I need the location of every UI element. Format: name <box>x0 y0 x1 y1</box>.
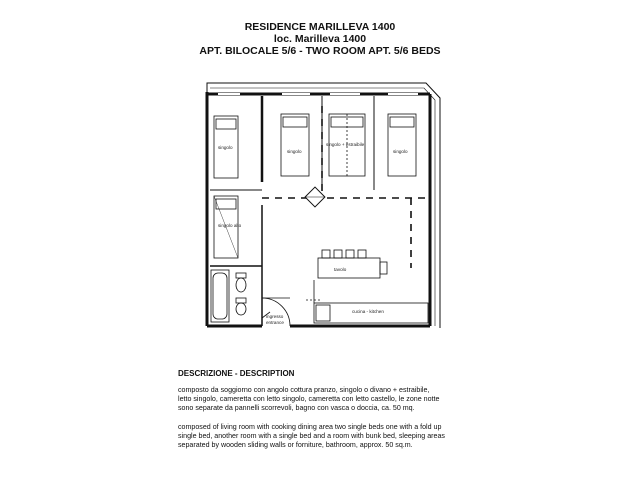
label-bed-2: singolo <box>287 149 302 154</box>
title-line-1: RESIDENCE MARILLEVA 1400 <box>244 21 396 33</box>
title-line-3: APT. BILOCALE 5/6 - TWO ROOM APT. 5/6 BEDS <box>199 45 441 57</box>
label-kitchen: cucina - kitchen <box>352 309 384 314</box>
label-table: tavolo <box>334 267 347 272</box>
description-en-1: composed of living room with cooking dining area two single beds one with a fold up <box>178 423 442 431</box>
sliding-partitions <box>262 106 428 268</box>
label-bed-4: singolo <box>393 149 408 154</box>
label-entrance-en: entrance <box>266 320 284 325</box>
label-bunk: singolo alto <box>218 223 242 228</box>
label-bed-3: singolo + estraibile <box>326 142 365 147</box>
bed-room-4 <box>388 114 416 176</box>
interior-walls <box>210 96 374 326</box>
description-en-2: single bed, another room with a single bed and a room with bunk bed, sleeping areas <box>178 432 445 440</box>
bidet <box>236 273 246 292</box>
toilet <box>236 298 246 315</box>
dining-table <box>318 250 387 278</box>
label-entrance-it: ingresso <box>266 314 284 319</box>
description-heading: DESCRIZIONE - DESCRIPTION <box>178 369 295 378</box>
description-it-2: letto singolo, cameretta con letto singolo, cameretta con letto castello, le zone notte <box>178 395 440 403</box>
bed-room-2 <box>281 114 309 176</box>
kitchen-counter <box>306 280 428 323</box>
label-bed-1: singolo <box>218 145 233 150</box>
description-it-1: composto da soggiorno con angolo cottura pranzo, singolo o divano + estraibile, <box>178 386 430 394</box>
description-en-3: separated by wooden sliding walls or forniture, bathroom, approx. 50 sq.m. <box>178 441 413 449</box>
title-line-2: loc. Marilleva 1400 <box>273 33 367 45</box>
bathtub <box>211 270 229 322</box>
roof-outline <box>207 83 440 328</box>
description-it-3: sono separate da pannelli scorrevoli, bagno con vasca o doccia, ca. 50 mq. <box>178 404 415 412</box>
